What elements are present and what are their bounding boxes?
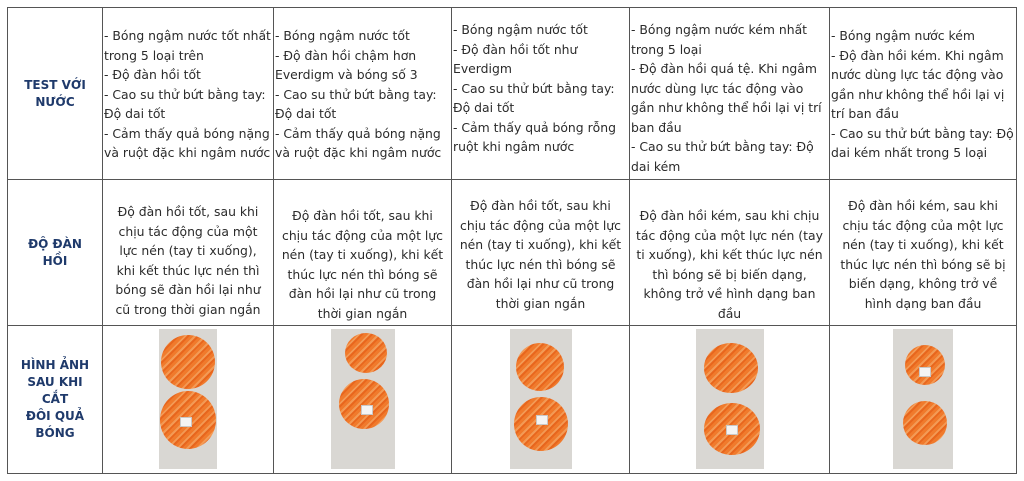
photo-cell-1 — [103, 326, 274, 474]
row-header-photos: HÌNH ẢNH SAU KHI CẮT ĐÔI QUẢ BÓNG — [8, 326, 103, 474]
ball-half-top — [345, 333, 387, 373]
elasticity-cell-5: Độ đàn hồi kém, sau khi chịu tác động của một lực nén (tay ti xuống), khi kết thúc lực nén thì bóng sẽ bị biến dạng, không trở về hình dạng ban đầu — [830, 180, 1017, 326]
photo-cell-3 — [452, 326, 630, 474]
ball-half-top — [704, 343, 758, 393]
water-test-cell-3: - Bóng ngậm nước tốt - Độ đàn hồi tốt như Everdigm - Cao su thử bứt bằng tay: Độ dai tốt - Cảm thấy quả bóng rỗng ruột khi ngâm nước — [452, 8, 630, 180]
photo-cell-4 — [630, 326, 830, 474]
ball-halves-photo-5 — [893, 329, 953, 469]
ball-half-bottom — [514, 397, 568, 451]
water-test-cell-1: - Bóng ngậm nước tốt nhất trong 5 loại trên - Độ đàn hồi tốt - Cao su thử bứt bằng tay: Độ dai tốt - Cảm thấy quả bóng nặng và ruột đặc khi ngâm nước — [103, 8, 274, 180]
water-test-cell-5: - Bóng ngậm nước kém - Độ đàn hồi kém. Khi ngâm nước dùng lực tác động vào gần như không thể hồi lại vị trí ban đầu - Cao su thử bứt bằng tay: Độ dai kém nhất trong 5 loại — [830, 8, 1017, 180]
ball-half-bottom — [160, 391, 216, 449]
row-water-test — [8, 8, 1017, 180]
photo-cell-2 — [274, 326, 452, 474]
ball-half-top — [905, 345, 945, 385]
elasticity-cell-4: Độ đàn hồi kém, sau khi chịu tác động của một lực nén (tay ti xuống), khi kết thúc lực nén thì bóng sẽ bị biến dạng, không trở về hình dạng ban đầu — [630, 180, 830, 326]
water-test-cell-4: - Bóng ngậm nước kém nhất trong 5 loại - Độ đàn hồi quá tệ. Khi ngâm nước dùng lực tác động vào gần như không thể hồi lại vị trí ban đầu - Cao su thử bứt bằng tay: Độ dai kém — [630, 8, 830, 180]
ball-half-bottom — [903, 401, 947, 445]
elasticity-cell-1: Độ đàn hồi tốt, sau khi chịu tác động của một lực nén (tay ti xuống), khi kết thúc lực nén thì bóng sẽ đàn hồi lại như cũ trong thời gian ngắn — [103, 180, 274, 326]
elasticity-cell-2: Độ đàn hồi tốt, sau khi chịu tác động của một lực nén (tay ti xuống), khi kết thúc lực nén thì bóng sẽ đàn hồi lại như cũ trong thời gian ngắn — [274, 180, 452, 326]
row-photos — [8, 326, 1017, 474]
ball-half-top — [516, 343, 564, 391]
ball-half-bottom — [704, 403, 760, 455]
row-elasticity — [8, 180, 1017, 326]
ball-half-top — [161, 335, 215, 389]
ball-half-bottom — [339, 379, 389, 429]
ball-halves-photo-4 — [696, 329, 764, 469]
comparison-table — [7, 7, 1017, 474]
photo-cell-5 — [830, 326, 1017, 474]
row-header-water-test: TEST VỚI NƯỚC — [8, 8, 103, 180]
row-header-elasticity: ĐỘ ĐÀN HỒI — [8, 180, 103, 326]
water-test-cell-2: - Bóng ngậm nước tốt - Độ đàn hồi chậm hơn Everdigm và bóng số 3 - Cao su thử bứt bằng tay: Độ dai tốt - Cảm thấy quả bóng nặng và ruột đặc khi ngâm nước — [274, 8, 452, 180]
ball-halves-photo-3 — [510, 329, 572, 469]
ball-halves-photo-2 — [331, 329, 395, 469]
ball-halves-photo-1 — [159, 329, 217, 469]
elasticity-cell-3: Độ đàn hồi tốt, sau khi chịu tác động của một lực nén (tay ti xuống), khi kết thúc lực nén thì bóng sẽ đàn hồi lại như cũ trong thời gian ngắn — [452, 180, 630, 326]
